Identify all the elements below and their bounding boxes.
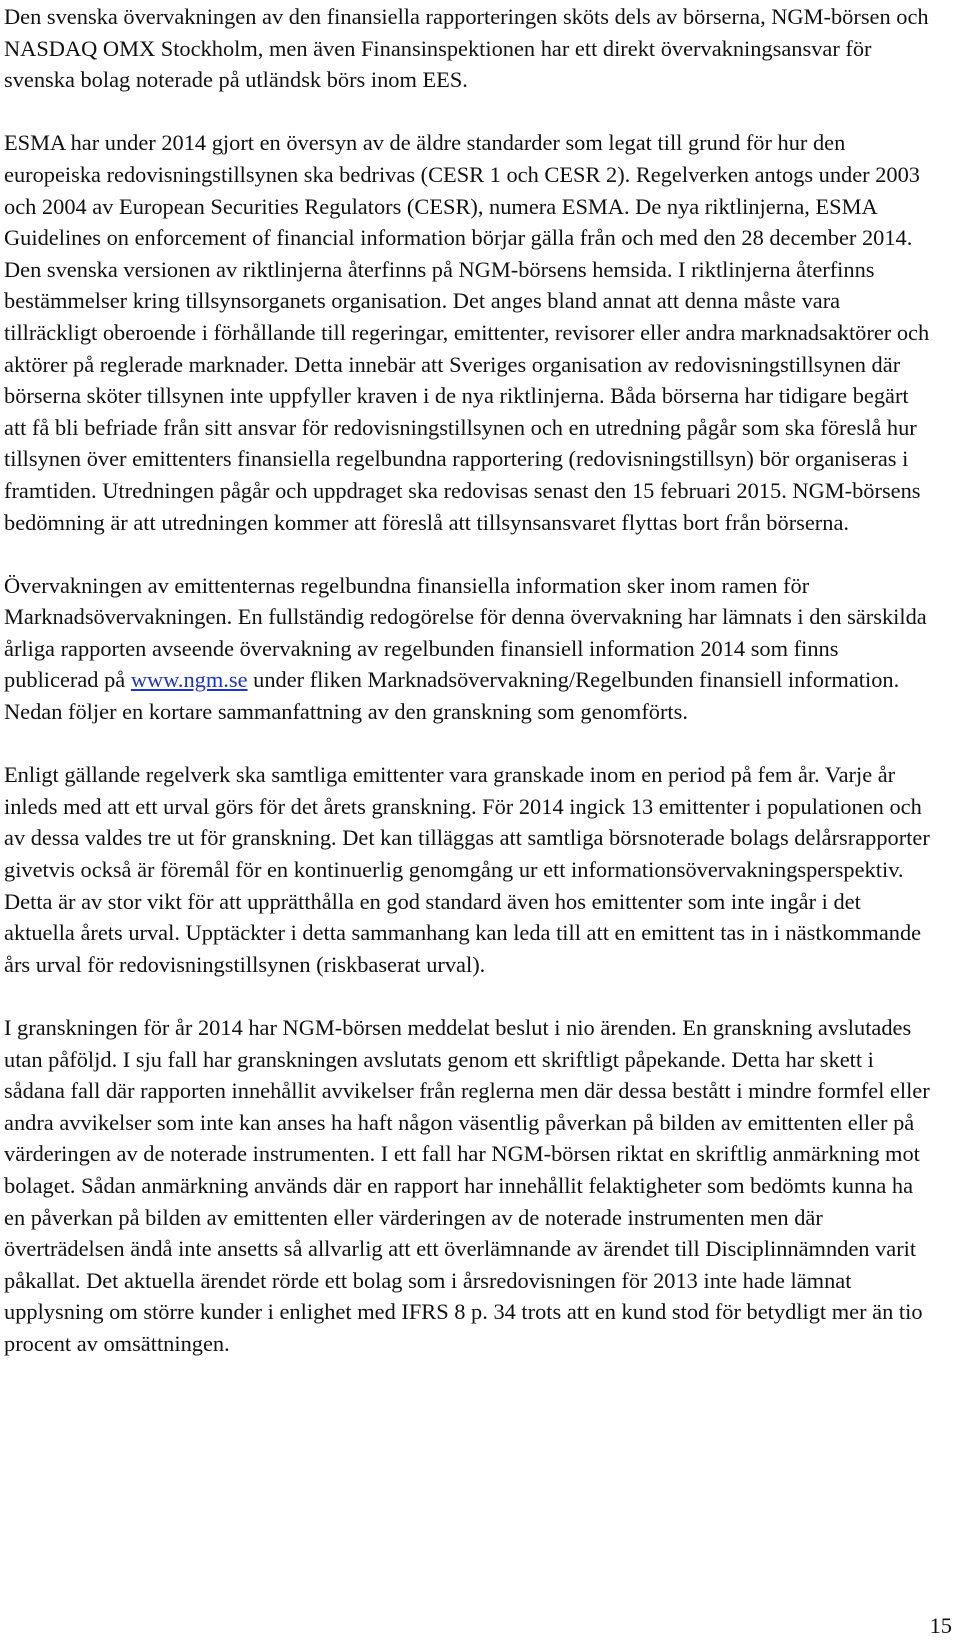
paragraph-intro: Den svenska övervakningen av den finansiella rapporteringen sköts dels av börserna, NGM-börsen och NASDAQ OMX Stockholm, men även Finansinspektionen har ett direkt övervakningsansvar för svenska bolag noterade på utländsk börs inom EES. xyxy=(4,4,929,93)
paragraph-review-2014: I granskningen för år 2014 har NGM-börsen meddelat beslut i nio ärenden. En granskning avslutades utan påföljd. I sju fall har granskningen avslutats genom ett skriftligt påpekande. Detta har skett i sådana fall där rapporten innehållit avvikelser från reglerna men där dessa bestått i mindre formfel eller andra avvikelser som inte kan anses ha haft någon väsentlig påverkan på bilden av emittenten eller på värderingen av de noterade instrumenten. I ett fall har NGM-börsen riktat en skriftlig anmärkning mot bolaget. Sådan anmärkning används där en rapport har innehållit felaktigheter som bedömts kunna ha en påverkan på bilden av emittenten eller värderingen av de noterade instrumenten men där överträdelsen ändå inte ansetts så allvarlig att ett överlämnande av ärendet till Disciplinnämnden varit påkallat. Det aktuella ärendet rörde ett bolag som i årsredovisningen för 2013 inte hade lämnat upplysning om större kunder i enlighet med IFRS 8 p. 34 trots att en kund stod för betydligt mer än tio procent av omsättningen. xyxy=(4,1015,930,1356)
paragraph-monitoring-text-1: Övervakningen av emittenternas regelbundna finansiella information sker inom ramen för Marknadsövervakningen. En fullständig redogörelse för denna övervakning har lämnats i den särskilda årliga rapporten avseende övervakning av regelbunden finansiell information 2014 som finns publicerad på xyxy=(4,572,927,693)
ngm-website-link[interactable]: www.ngm.se xyxy=(130,667,248,693)
paragraph-esma: ESMA har under 2014 gjort en översyn av de äldre standarder som legat till grund för hur den europeiska redovisningstillsynen ska bedrivas (CESR 1 och CESR 2). Regelverken antogs under 2003 och 2004 av European Securities Regulators (CESR), numera ESMA. De nya riktlinjerna, ESMA Guidelines on enforcement of financial information börjar gälla från och med den 28 december 2014. Den svenska versionen av riktlinjerna återfinns på NGM-börsens hemsida. I riktlinjerna återfinns bestämmelser kring tillsynsorganets organisation. Det anges bland annat att denna måste vara tillräckligt oberoende i förhållande till regeringar, emittenter, revisorer eller andra marknadsaktörer och aktörer på reglerade marknader. Detta innebär att Sveriges organisation av redovisningstillsynen där börserna sköter tillsynen inte uppfyller kraven i de nya riktlinjerna. Båda börserna har tidigare begärt att få bli befriade från sitt ansvar för redovisningstillsynen och en utredning pågår som ska föreslå hur tillsynen över emittenters finansiella regelbundna rapportering (redovisningstillsyn) bör organiseras i framtiden. Utredningen pågår och uppdraget ska redovisas senast den 15 februari 2015. NGM-börsens bedömning är att utredningen kommer att föreslå att tillsynsansvaret flyttas bort från börserna. xyxy=(4,130,930,535)
paragraph-monitoring-text-2: under fliken Marknadsövervakning/Regelbunden finansiell information. Nedan följer en kortare sammanfattning av den granskning som genomförts. xyxy=(4,667,900,725)
paragraph-selection: Enligt gällande regelverk ska samtliga emittenter vara granskade inom en period på fem år. Varje år inleds med att ett urval görs för det årets granskning. För 2014 ingick 13 emittenter i populationen och av dessa valdes tre ut för granskning. Det kan tilläggas att samtliga börsnoterade bolags delårsrapporter givetvis också är föremål för en kontinuerlig genomgång ur ett informationsövervakningsperspektiv. Detta är av stor vikt för att upprätthålla en god standard även hos emittenter som inte ingår i det aktuella årets urval. Upptäckter i detta sammanhang kan leda till att en emittent tas in i nästkommande års urval för redovisningstillsynen (riskbaserat urval). xyxy=(4,762,930,977)
paragraph-monitoring xyxy=(4,570,930,728)
page-number: 15 xyxy=(929,1613,952,1638)
